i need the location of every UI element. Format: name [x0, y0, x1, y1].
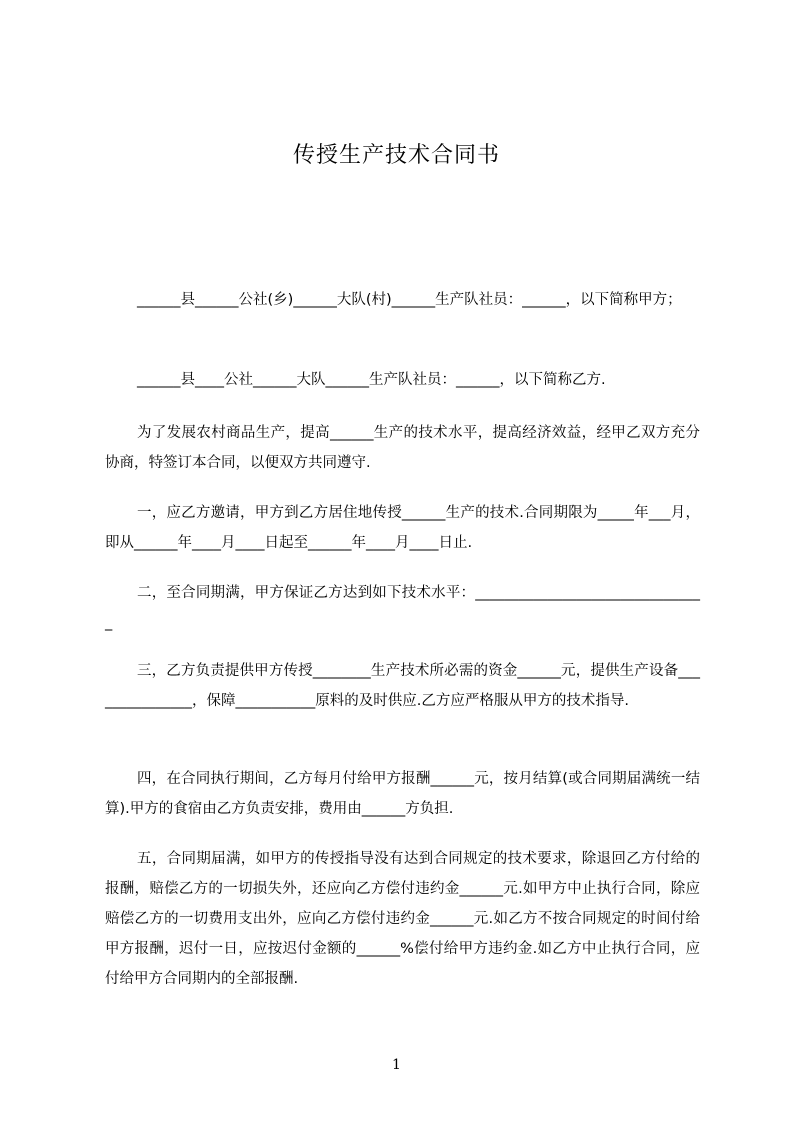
- clause-4-paragraph: 四，在合同执行期间，乙方每月付给甲方报酬______元，按月结算(或合同期届满统一结算).甲方的食宿由乙方负责安排，费用由______方负担.: [105, 771, 700, 817]
- page-number: 1: [392, 1057, 401, 1073]
- purpose-paragraph: 为了发展农村商品生产，提高______生产的技术水平，提高经济效益，经甲乙双方充分协商，特签订本合同，以便双方共同遵守.: [105, 425, 700, 471]
- clause-3-paragraph: 三，乙方负责提供甲方传授________生产技术所必需的资金______元，提供生产设备_______________，保障___________原料的及时供应.乙方应严格服从甲方的技术指导.: [105, 663, 700, 709]
- clause-5-paragraph: 五，合同期届满，如甲方的传授指导没有达到合同规定的技术要求，除退回乙方付给的报酬，赔偿乙方的一切损失外，还应向乙方偿付违约金______元.如甲方中止执行合同，除应赔偿乙方的一切费用支出外，应向乙方偿付违约金______元.如乙方不按合同规定的时间付给甲方报酬，迟付一日，应按迟付金额的______%偿付给甲方违约金.如乙方中止执行合同，应付给甲方合同期内的全部报酬.: [105, 851, 700, 987]
- clause-2-paragraph: 二，至合同期满，甲方保证乙方达到如下技术水平：________________________________: [105, 585, 700, 631]
- clause-1-paragraph: 一，应乙方邀请，甲方到乙方居住地传授______生产的技术.合同期限为_____年___月，即从______年____月____日起至______年____月____日止.: [105, 505, 700, 551]
- document-title: 传授生产技术合同书: [292, 143, 500, 168]
- party-b-paragraph: ______县____公社______大队______生产队社员：______，以下简称乙方.: [137, 372, 606, 388]
- party-a-paragraph: ______县______公社(乡)______大队(村)______生产队社员：______，以下简称甲方；: [137, 292, 682, 308]
